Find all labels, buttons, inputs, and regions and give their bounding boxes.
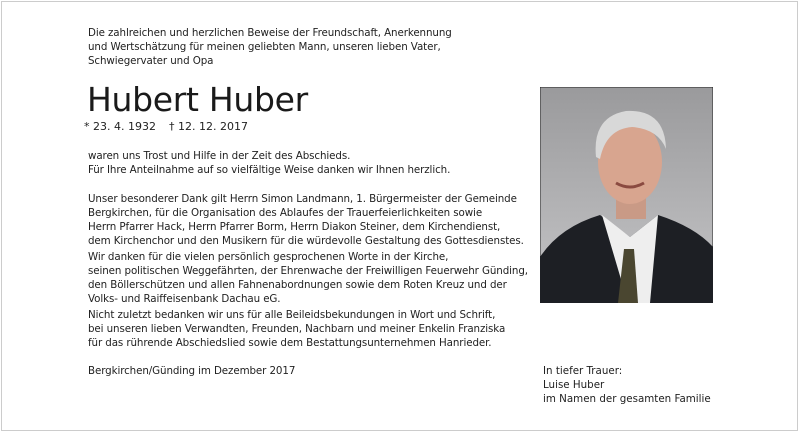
text-line: Herrn Pfarrer Hack, Herrn Pfarrer Borm, Herrn Diakon Steiner, dem Kirchendienst, bbox=[88, 221, 501, 233]
intro-line: Die zahlreichen und herzlichen Beweise der Freundschaft, Anerkennung bbox=[88, 27, 452, 39]
text-line: Volks- und Raiffeisenbank Dachau eG. bbox=[88, 293, 281, 305]
portrait-photo bbox=[540, 87, 713, 303]
intro-line: und Wertschätzung für meinen geliebten Mann, unseren lieben Vater, bbox=[88, 41, 441, 53]
place-date: Bergkirchen/Günding im Dezember 2017 bbox=[88, 365, 296, 377]
death-date: † 12. 12. 2017 bbox=[169, 120, 248, 133]
text-line: den Böllerschützen und allen Fahnenabordnungen sowie dem Roten Kreuz und der bbox=[88, 279, 507, 291]
text-line: Für Ihre Anteilnahme auf so vielfältige Weise danken wir Ihnen herzlich. bbox=[88, 164, 451, 176]
text-line: Bergkirchen, für die Organisation des Ablaufes der Trauerfeierlichkeiten sowie bbox=[88, 207, 483, 219]
signature-line: In tiefer Trauer: bbox=[543, 365, 623, 377]
text-line: für das rührende Abschiedslied sowie dem Bestattungsunternehmen Hanrieder. bbox=[88, 337, 492, 349]
text-line: dem Kirchenchor und den Musikern für die würdevolle Gestaltung des Gottesdienstes. bbox=[88, 235, 524, 247]
birth-date: * 23. 4. 1932 bbox=[84, 120, 156, 133]
text-line: seinen politischen Weggefährten, der Ehrenwache der Freiwilligen Feuerwehr Günding, bbox=[88, 265, 528, 277]
intro-line: Schwiegervater und Opa bbox=[88, 55, 214, 67]
signature-name: Luise Huber bbox=[543, 379, 605, 391]
text-line: waren uns Trost und Hilfe in der Zeit des Abschieds. bbox=[88, 150, 351, 162]
text-line: Unser besonderer Dank gilt Herrn Simon Landmann, 1. Bürgermeister der Gemeinde bbox=[88, 193, 517, 205]
text-line: bei unseren lieben Verwandten, Freunden, Nachbarn und meiner Enkelin Franziska bbox=[88, 323, 506, 335]
signature-line: im Namen der gesamten Familie bbox=[543, 393, 711, 405]
deceased-name: Hubert Huber bbox=[87, 80, 308, 119]
text-line: Wir danken für die vielen persönlich gesprochenen Worte in der Kirche, bbox=[88, 251, 449, 263]
text-line: Nicht zuletzt bedanken wir uns für alle Beileidsbekundungen in Wort und Schrift, bbox=[88, 309, 496, 321]
